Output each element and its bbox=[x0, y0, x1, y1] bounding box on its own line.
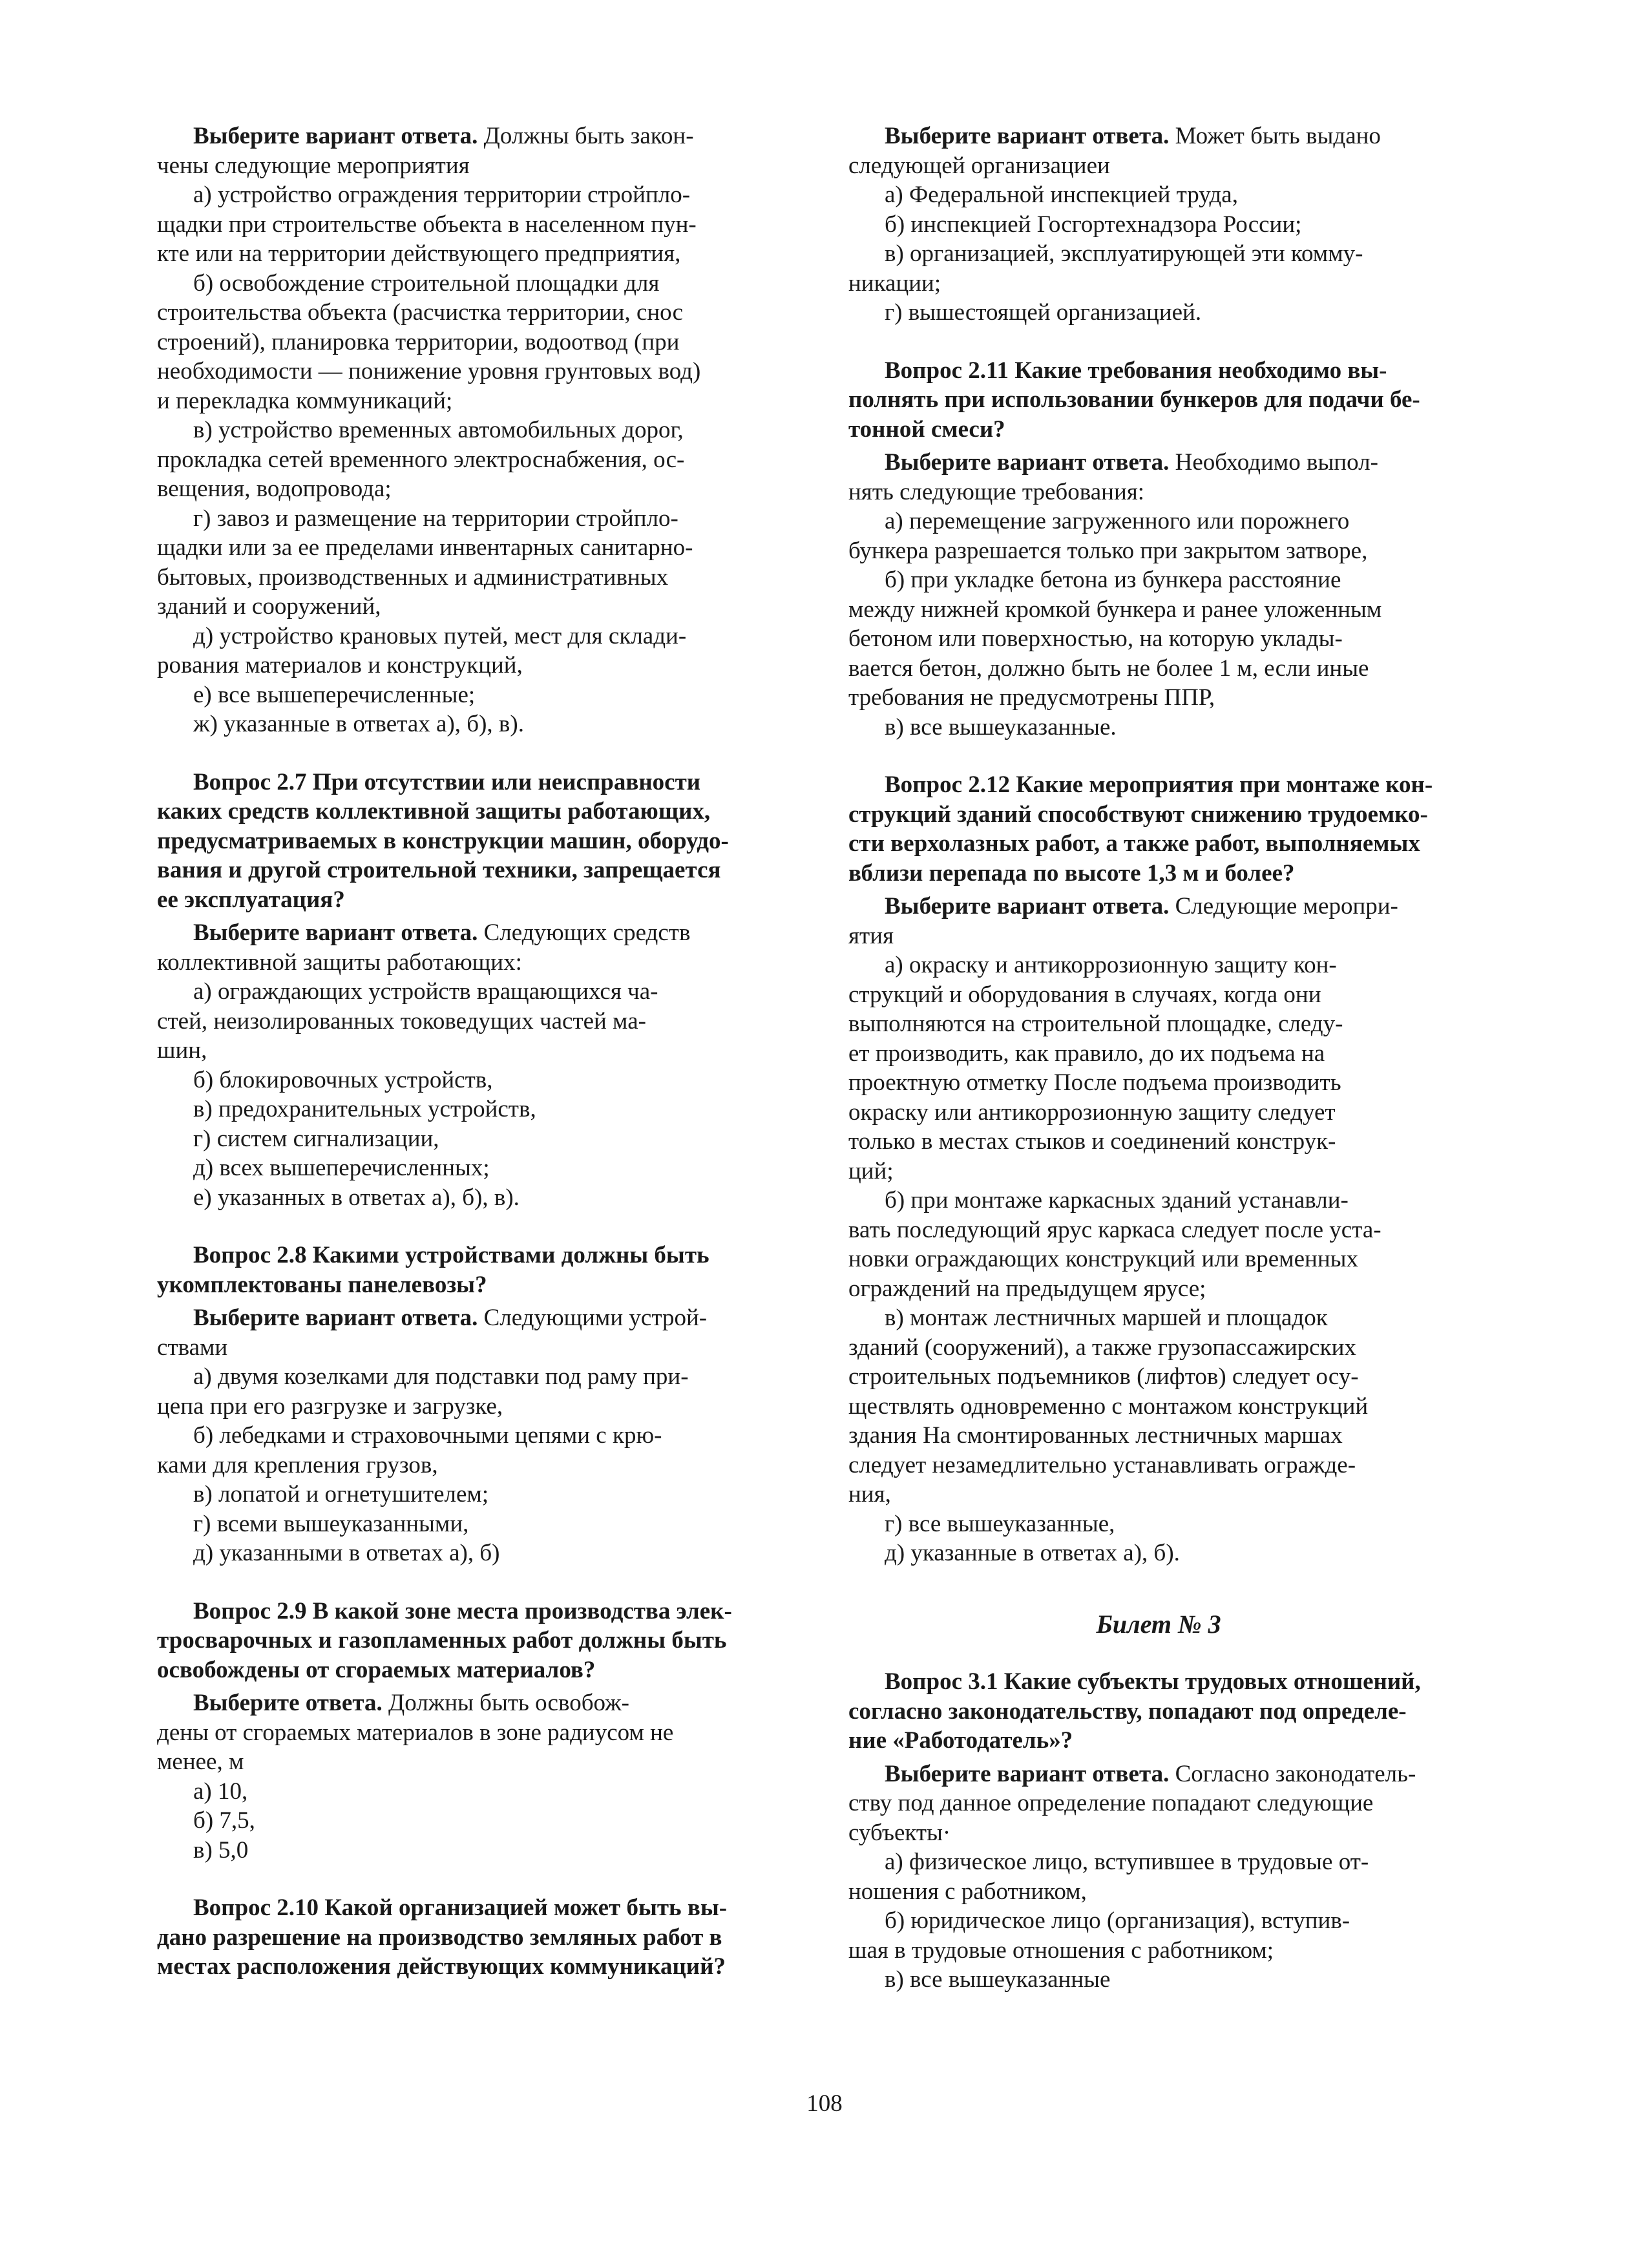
answer-intro bbox=[848, 1759, 1469, 1848]
answer-text: Необходимо выпол- нять следующие требования: bbox=[848, 449, 1378, 505]
question-heading: Вопрос 2.7 При отсутствии или неисправности каких средств коллективной защиты работающих, предусматриваемых в конструкции машин, оборудо- вания и другой строительной техники, запрещается ее эксплуатация? bbox=[157, 768, 729, 913]
answer-option: в) лопатой и огнетушителем; bbox=[193, 1481, 489, 1507]
ticket-heading: Билет № 3 bbox=[1096, 1609, 1221, 1639]
answer-option: в) предохранительных устройств, bbox=[193, 1096, 536, 1122]
answer-option: в) все вышеуказанные. bbox=[885, 713, 1117, 740]
answer-option: а) перемещение загруженного или порожнего бункера разрешается только при закрытом затворе, bbox=[848, 508, 1368, 564]
answer-text: Должны быть закон- чены следующие мероприятия bbox=[157, 123, 694, 179]
answer-option: д) указанными в ответах а), б) bbox=[193, 1540, 500, 1566]
answer-text: Следующих средств коллективной защиты работающих: bbox=[157, 919, 691, 976]
answer-option: г) все вышеуказанные, bbox=[885, 1510, 1115, 1537]
question-heading: Вопрос 2.8 Какими устройствами должны быть укомплектованы панелевозы? bbox=[157, 1242, 709, 1298]
question-heading: Вопрос 2.10 Какой организацией может быть вы- дано разрешение на производство земляных работ в местах расположения действующих коммуникаций? bbox=[157, 1895, 728, 1980]
answer-option: е) все вышеперечисленные; bbox=[193, 681, 476, 708]
answer-option: г) всеми вышеуказанными, bbox=[193, 1510, 469, 1537]
answer-intro bbox=[157, 121, 777, 180]
answer-lead: Выберите ответа. bbox=[193, 1690, 383, 1716]
answer-intro bbox=[848, 448, 1469, 507]
left-column bbox=[157, 118, 777, 2056]
answer-option: а) устройство ограждения территории стройпло- щадки при строительстве объекта в населенном пун- кте или на территории действующего предприятия, bbox=[157, 182, 697, 267]
question-heading: Вопрос 2.12 Какие мероприятия при монтаже кон- струкций зданий способствуют снижению трудоемко- сти верхолазных работ, а также работ, выполняемых вблизи перепада по высоте 1,3 м и более? bbox=[848, 772, 1433, 887]
answer-lead: Выберите вариант ответа. bbox=[193, 1305, 478, 1331]
answer-lead: Выберите вариант ответа. bbox=[885, 449, 1170, 476]
answer-text: Следующими устрой- ствами bbox=[157, 1305, 708, 1361]
answer-option: а) Федеральной инспекцией труда, bbox=[885, 182, 1238, 208]
answer-option: ж) указанные в ответах а), б), в). bbox=[193, 711, 524, 737]
answer-text: Может быть выдано следующей организациеи bbox=[848, 123, 1381, 179]
answer-option: в) монтаж лестничных маршей и площадок зданий (сооружений), а также грузопассажирских строительных подъемников (лифтов) следует осу- ществлять одновременно с монтажом конструкций здания На смонтированных лестничных маршах следует незамедлительно устанавливать огражде- ния, bbox=[848, 1305, 1369, 1507]
answer-option: г) систем сигнализации, bbox=[193, 1125, 439, 1152]
answer-option: д) всех вышеперечисленных; bbox=[193, 1155, 490, 1181]
answer-option: б) освобождение строительной площадки для строительства объекта (расчистка территории, снос строений), планировка территории, водоотвод (при необходимости — понижение уровня грунтовых вод) и перекладка коммуникаций; bbox=[157, 269, 701, 414]
answer-lead: Выберите вариант ответа. bbox=[193, 919, 478, 946]
answer-option: б) юридическое лицо (организация), вступив- шая в трудовые отношения с работником; bbox=[848, 1907, 1350, 1964]
question-heading: Вопрос 2.11 Какие требования необходимо вы- полнять при использовании бункеров для подачи бе- тонной смеси? bbox=[848, 357, 1420, 443]
answer-text: Согласно законодатель- ству под данное определение попадают следующие субъекты· bbox=[848, 1760, 1416, 1846]
answer-option: б) 7,5, bbox=[193, 1807, 255, 1834]
answer-intro bbox=[157, 1303, 777, 1362]
answer-option: б) при монтаже каркасных зданий устанавли- вать последующий ярус каркаса следует после уста- новки ограждающих конструкций или временных ограждений на предыдущем ярусе; bbox=[848, 1187, 1381, 1302]
answer-option: б) при укладке бетона из бункера расстояние между нижней кромкой бункера и ранее уложенным бетоном или поверхностью, на которую уклады- вается бетон, должно быть не более 1 м, если иные требования не предусмотрены ППР, bbox=[848, 567, 1382, 711]
answer-option: б) инспекцией Госгортехнадзора России; bbox=[885, 211, 1302, 238]
answer-option: е) указанных в ответах а), б), в). bbox=[193, 1184, 520, 1211]
answer-option: б) блокировочных устройств, bbox=[193, 1066, 493, 1093]
answer-intro bbox=[848, 121, 1469, 180]
page-number: 108 bbox=[806, 2090, 843, 2117]
answer-text: Следующие меропри- ятия bbox=[848, 893, 1398, 949]
answer-option: а) физическое лицо, вступившее в трудовые от- ношения с работником, bbox=[848, 1849, 1369, 1905]
right-column bbox=[848, 118, 1469, 2056]
answer-lead: Выберите вариант ответа. bbox=[193, 123, 478, 149]
answer-lead: Выберите вариант ответа. bbox=[885, 893, 1170, 919]
answer-option: в) 5,0 bbox=[193, 1836, 249, 1864]
answer-option: д) указанные в ответах а), б). bbox=[885, 1540, 1180, 1566]
answer-option: в) организацией, эксплуатирующей эти комму- никации; bbox=[848, 240, 1363, 297]
answer-option: б) лебедками и страховочными цепями с крю- ками для крепления грузов, bbox=[157, 1422, 662, 1478]
answer-intro bbox=[157, 1688, 777, 1777]
answer-lead: Выберите вариант ответа. bbox=[885, 123, 1170, 149]
answer-option: в) все вышеуказанные bbox=[885, 1966, 1111, 1993]
question-heading: Вопрос 3.1 Какие субъекты трудовых отношений, согласно законодательству, попадают под определе- ние «Работодатель»? bbox=[848, 1668, 1421, 1754]
answer-option: а) окраску и антикоррозионную защиту кон- струкций и оборудования в случаях, когда они выполняются на строительной площадке, следу- ет производить, как правило, до их подъема на проектную отметку После подъема производить окраску или антикоррозионную защиту следует только в местах стыков и соединений конструк- ций; bbox=[848, 952, 1343, 1184]
answer-intro bbox=[157, 918, 777, 977]
answer-option: г) завоз и размещение на территории стройпло- щадки или за ее пределами инвентарных санитарно- бытовых, производственных и административных зданий и сооружений, bbox=[157, 505, 693, 620]
answer-intro bbox=[848, 892, 1469, 950]
answer-option: а) ограждающих устройств вращающихся ча- стей, неизолированных токоведущих частей ма- шин, bbox=[157, 978, 658, 1064]
answer-option: в) устройство временных автомобильных дорог, прокладка сетей временного электроснабжения, ос- вещения, водопровода; bbox=[157, 417, 685, 502]
answer-option: д) устройство крановых путей, мест для склади- рования материалов и конструкций, bbox=[157, 622, 687, 678]
answer-option: а) 10, bbox=[193, 1778, 248, 1805]
answer-option: а) двумя козелками для подставки под раму при- цепа при его разгрузке и загрузке, bbox=[157, 1363, 689, 1420]
answer-lead: Выберите вариант ответа. bbox=[885, 1760, 1170, 1787]
answer-text: Должны быть освобож- дены от сгораемых материалов в зоне радиусом не менее, м bbox=[157, 1690, 674, 1775]
answer-option: г) вышестоящей организацией. bbox=[885, 299, 1202, 326]
question-heading: Вопрос 2.9 В какой зоне места производства элек- тросварочных и газопламенных работ должны быть освобождены от сгораемых материалов? bbox=[157, 1597, 732, 1683]
